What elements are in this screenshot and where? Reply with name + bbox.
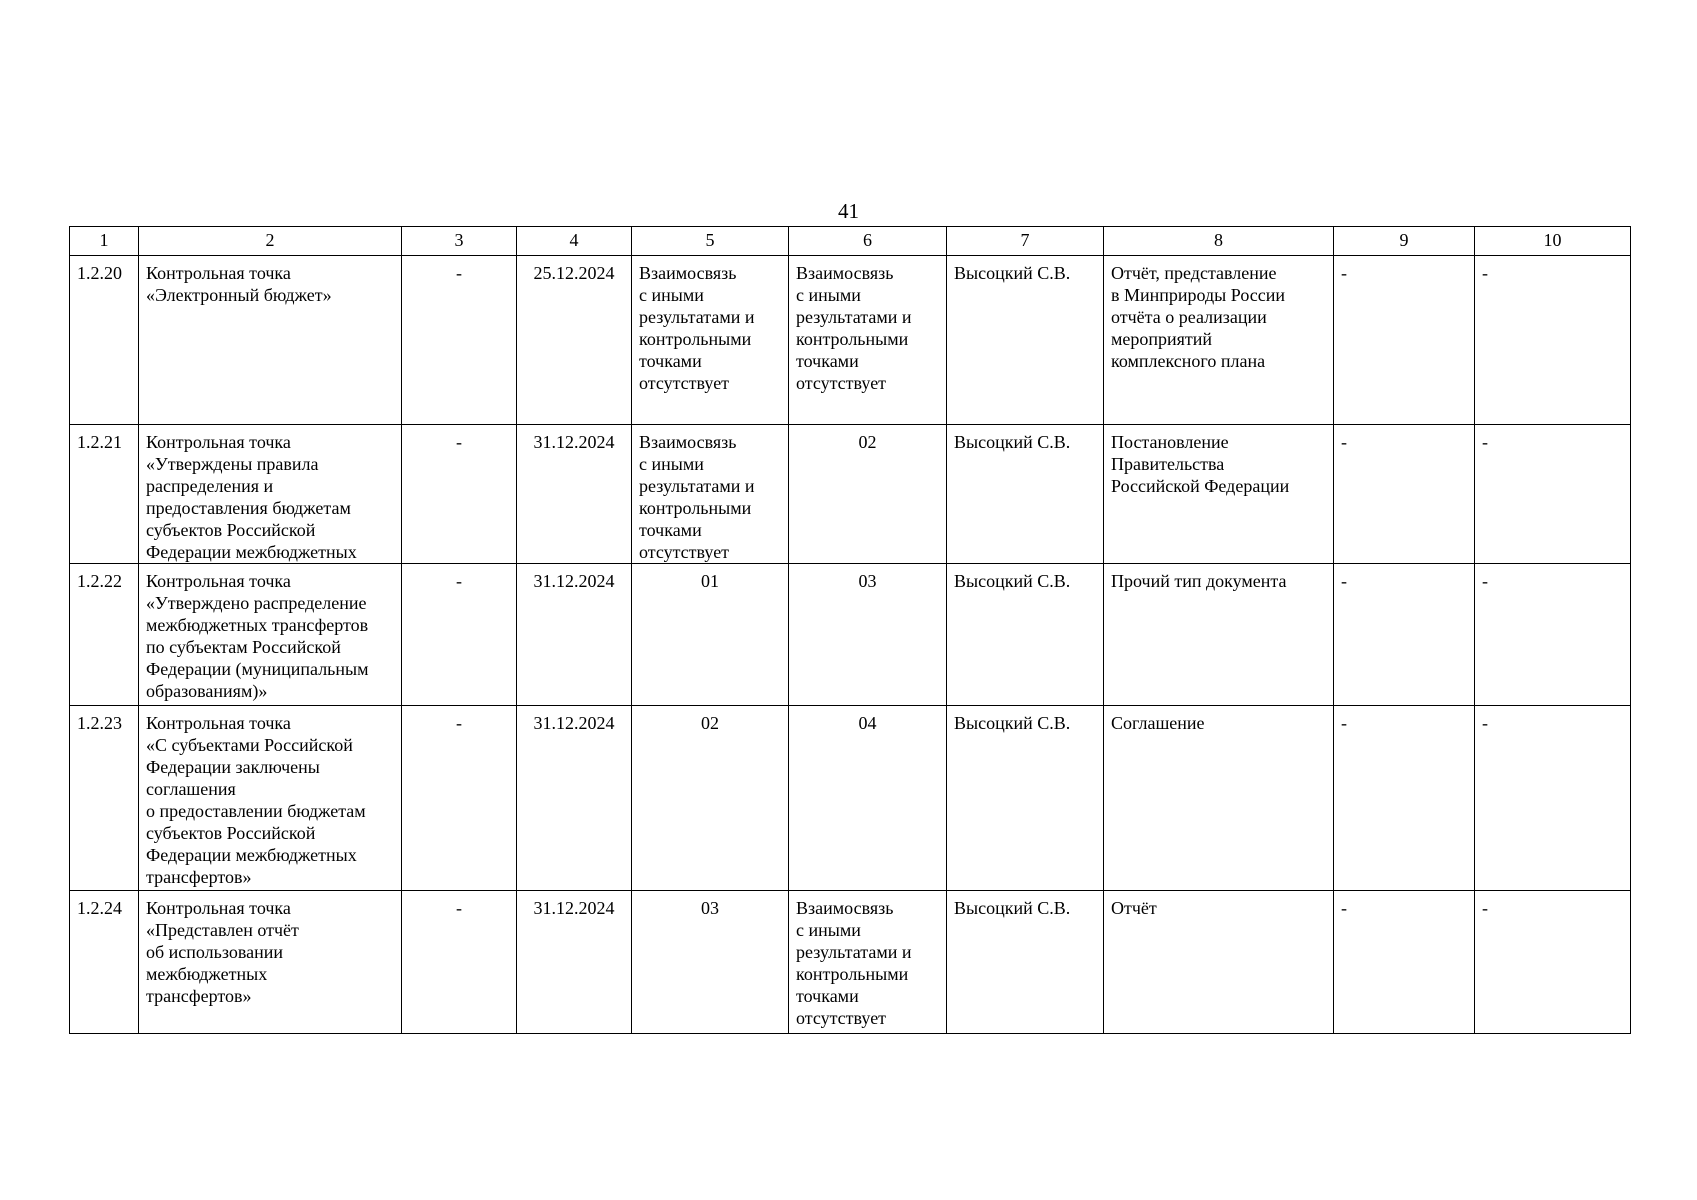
- table-row: [70, 425, 1631, 564]
- predecessor-cell: 01: [632, 564, 789, 706]
- document-type-cell: Отчёт: [1104, 891, 1334, 1034]
- successor-cell: 03: [789, 564, 947, 706]
- col3-cell: -: [402, 706, 517, 891]
- row-number-cell: 1.2.20: [70, 256, 139, 425]
- table-header-row: [70, 227, 1631, 256]
- date-cell: 31.12.2024: [517, 564, 632, 706]
- control-point-name-cell: Контрольная точка «Утверждено распределение межбюджетных трансфертов по субъектам Российской Федерации (муниципальным образованиям)»: [139, 564, 402, 706]
- table-row: [70, 891, 1631, 1034]
- responsible-cell: Высоцкий С.В.: [947, 256, 1104, 425]
- predecessor-cell: 03: [632, 891, 789, 1034]
- col10-cell: -: [1475, 425, 1631, 564]
- row-number-cell: 1.2.21: [70, 425, 139, 564]
- date-cell: 31.12.2024: [517, 425, 632, 564]
- header-cell: 5: [632, 227, 789, 256]
- col10-cell: -: [1475, 891, 1631, 1034]
- predecessor-cell: 02: [632, 706, 789, 891]
- header-cell: 4: [517, 227, 632, 256]
- responsible-cell: Высоцкий С.В.: [947, 564, 1104, 706]
- document-type-cell: Отчёт, представление в Минприроды России отчёта о реализации мероприятий комплексного плана: [1104, 256, 1334, 425]
- predecessor-cell: Взаимосвязь с иными результатами и контрольными точками отсутствует: [632, 256, 789, 425]
- table-row: [70, 564, 1631, 706]
- header-cell: 8: [1104, 227, 1334, 256]
- col9-cell: -: [1334, 256, 1475, 425]
- date-cell: 31.12.2024: [517, 891, 632, 1034]
- header-cell: 7: [947, 227, 1104, 256]
- control-point-name-cell: Контрольная точка «Электронный бюджет»: [139, 256, 402, 425]
- header-cell: 3: [402, 227, 517, 256]
- header-cell: 2: [139, 227, 402, 256]
- control-point-name-cell: Контрольная точка «Утверждены правила распределения и предоставления бюджетам субъектов Российской Федерации межбюджетных: [139, 425, 402, 564]
- page-number: 41: [838, 199, 859, 223]
- header-cell: 9: [1334, 227, 1475, 256]
- document-type-cell: Прочий тип документа: [1104, 564, 1334, 706]
- header-cell: 6: [789, 227, 947, 256]
- successor-cell: Взаимосвязь с иными результатами и контрольными точками отсутствует: [789, 256, 947, 425]
- row-number-cell: 1.2.24: [70, 891, 139, 1034]
- responsible-cell: Высоцкий С.В.: [947, 706, 1104, 891]
- col3-cell: -: [402, 256, 517, 425]
- predecessor-cell: Взаимосвязь с иными результатами и контрольными точками отсутствует: [632, 425, 789, 564]
- responsible-cell: Высоцкий С.В.: [947, 891, 1104, 1034]
- date-cell: 31.12.2024: [517, 706, 632, 891]
- document-type-cell: Постановление Правительства Российской Федерации: [1104, 425, 1334, 564]
- date-cell: 25.12.2024: [517, 256, 632, 425]
- successor-cell: 02: [789, 425, 947, 564]
- header-cell: 1: [70, 227, 139, 256]
- row-number-cell: 1.2.23: [70, 706, 139, 891]
- col10-cell: -: [1475, 706, 1631, 891]
- col3-cell: -: [402, 891, 517, 1034]
- control-point-name-cell: Контрольная точка «С субъектами Российской Федерации заключены соглашения о предоставлении бюджетам субъектов Российской Федерации межбюджетных трансфертов»: [139, 706, 402, 891]
- control-points-table: [69, 226, 1631, 1034]
- col9-cell: -: [1334, 891, 1475, 1034]
- successor-cell: Взаимосвязь с иными результатами и контрольными точками отсутствует: [789, 891, 947, 1034]
- control-point-name-cell: Контрольная точка «Представлен отчёт об использовании межбюджетных трансфертов»: [139, 891, 402, 1034]
- col9-cell: -: [1334, 564, 1475, 706]
- document-type-cell: Соглашение: [1104, 706, 1334, 891]
- col3-cell: -: [402, 564, 517, 706]
- col10-cell: -: [1475, 256, 1631, 425]
- col10-cell: -: [1475, 564, 1631, 706]
- header-cell: 10: [1475, 227, 1631, 256]
- col9-cell: -: [1334, 425, 1475, 564]
- responsible-cell: Высоцкий С.В.: [947, 425, 1104, 564]
- table-row: [70, 706, 1631, 891]
- successor-cell: 04: [789, 706, 947, 891]
- table-row: [70, 256, 1631, 425]
- col9-cell: -: [1334, 706, 1475, 891]
- col3-cell: -: [402, 425, 517, 564]
- row-number-cell: 1.2.22: [70, 564, 139, 706]
